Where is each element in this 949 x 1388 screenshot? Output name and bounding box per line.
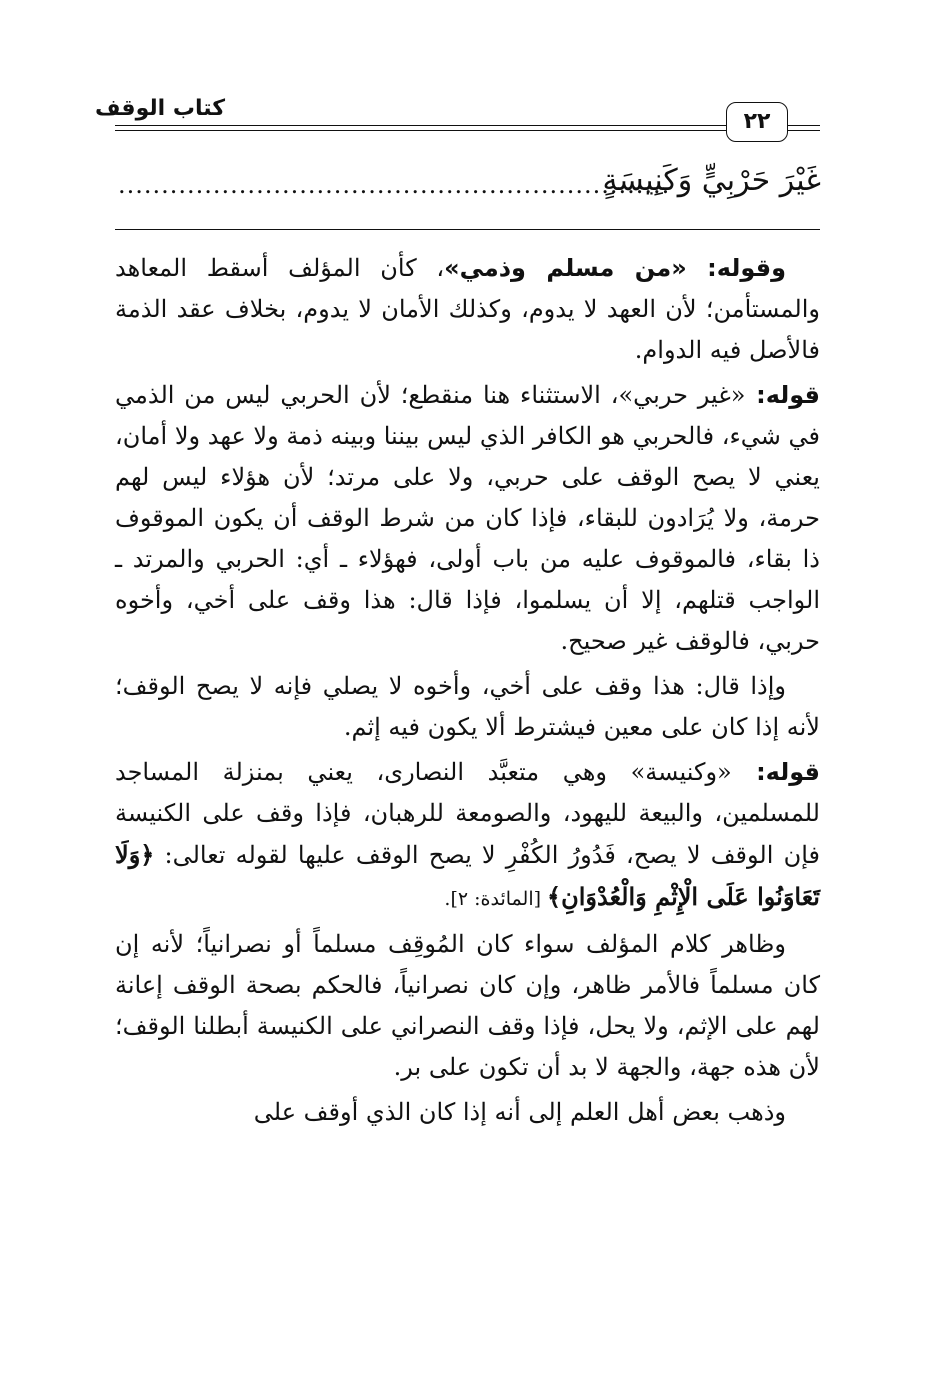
matn-dots: ................................................................ [118,171,671,199]
header-rule-right-top [786,125,820,126]
header-rule-bottom [115,130,729,131]
header-rule-top [115,125,729,126]
paragraph-lead: وقوله: [686,254,787,282]
paragraph-1 [115,248,820,371]
matn-text: غَيْرَ حَرْبِيٍّ وَكَنِيسَةٍ [602,163,821,198]
matn-divider [115,229,820,230]
paragraph-2 [115,375,820,662]
page-number: ٢٢ [726,102,788,142]
matn-quote: «غير حربي» [618,381,746,409]
paragraph-4 [115,752,820,920]
commentary-body [115,248,820,1137]
paragraph-text: وظاهر كلام المؤلف سواء كان المُوقِف مسلماً أو نصرانياً؛ لأنه إن كان مسلماً فالأمر ظاهر، وإن كان نصرانياً، فالحكم بصحة الوقف إعانة لهم على الإثم، ولا يحل، فإذا وقف النصراني على الكنيسة أبطلنا الوقف؛ لأن هذه جهة، والجهة لا بد أن تكون على بر. [115,930,820,1081]
matn-quote: «من مسلم وذمي» [444,254,687,282]
paragraph-5 [115,924,820,1088]
paragraph-text: ، الاستثناء هنا منقطع؛ لأن الحربي ليس من الذمي في شيء، فالحربي هو الكافر الذي ليس بيننا وبينه ذمة ولا عهد ولا أمان، يعني لا يصح الوقف على حربي، ولا على مرتد؛ لأن هؤلاء ليس لهم حرمة، ولا يُرَادون للبقاء، فإذا كان من شرط الوقف أن يكون الموقوف ذا بقاء، فالموقوف عليه من باب أولى، فهؤلاء ـ أي: الحربي والمرتد ـ الواجب قتلهم، إلا أن يسلموا، فإذا قال: هذا وقف على أخي، وأخوه حربي، فالوقف غير صحيح. [115,381,820,655]
verse-reference: [المائدة: ٢]. [444,888,548,910]
paragraph-3 [115,666,820,748]
paragraph-text: وذهب بعض أهل العلم إلى أنه إذا كان الذي أوقف على [253,1098,786,1126]
paragraph-text: ، كأن المؤلف أسقط المعاهد والمستأمن؛ لأن العهد لا يدوم، وكذلك الأمان لا يدوم، بخلاف عقد الذمة فالأصل فيه الدوام. [115,254,820,364]
paragraph-lead: قوله: [731,758,821,786]
paragraph-6 [115,1092,820,1133]
matn-quote: «وكنيسة» [630,758,732,786]
paragraph-text: وإذا قال: هذا وقف على أخي، وأخوه لا يصلي فإنه لا يصح الوقف؛ لأنه إذا كان على معين فيشترط ألا يكون فيه إثم. [115,672,820,741]
paragraph-text: وهي متعبَّد النصارى، يعني بمنزلة المساجد للمسلمين، والبيعة لليهود، والصومعة للرهبان، فإذا وقف على الكنيسة فإن الوقف لا يصح، فَدُورُ الكُفْرِ لا يصح الوقف عليها لقوله تعالى: [115,758,820,869]
header-rule-right-bottom [786,130,820,131]
book-title: كتاب الوقف [94,96,225,121]
paragraph-lead: قوله: [745,381,821,409]
quran-verse: ﴿وَلَا تَعَاوَنُوا عَلَى الْإِثْمِ وَالْعُدْوَانِ﴾ [115,840,820,911]
